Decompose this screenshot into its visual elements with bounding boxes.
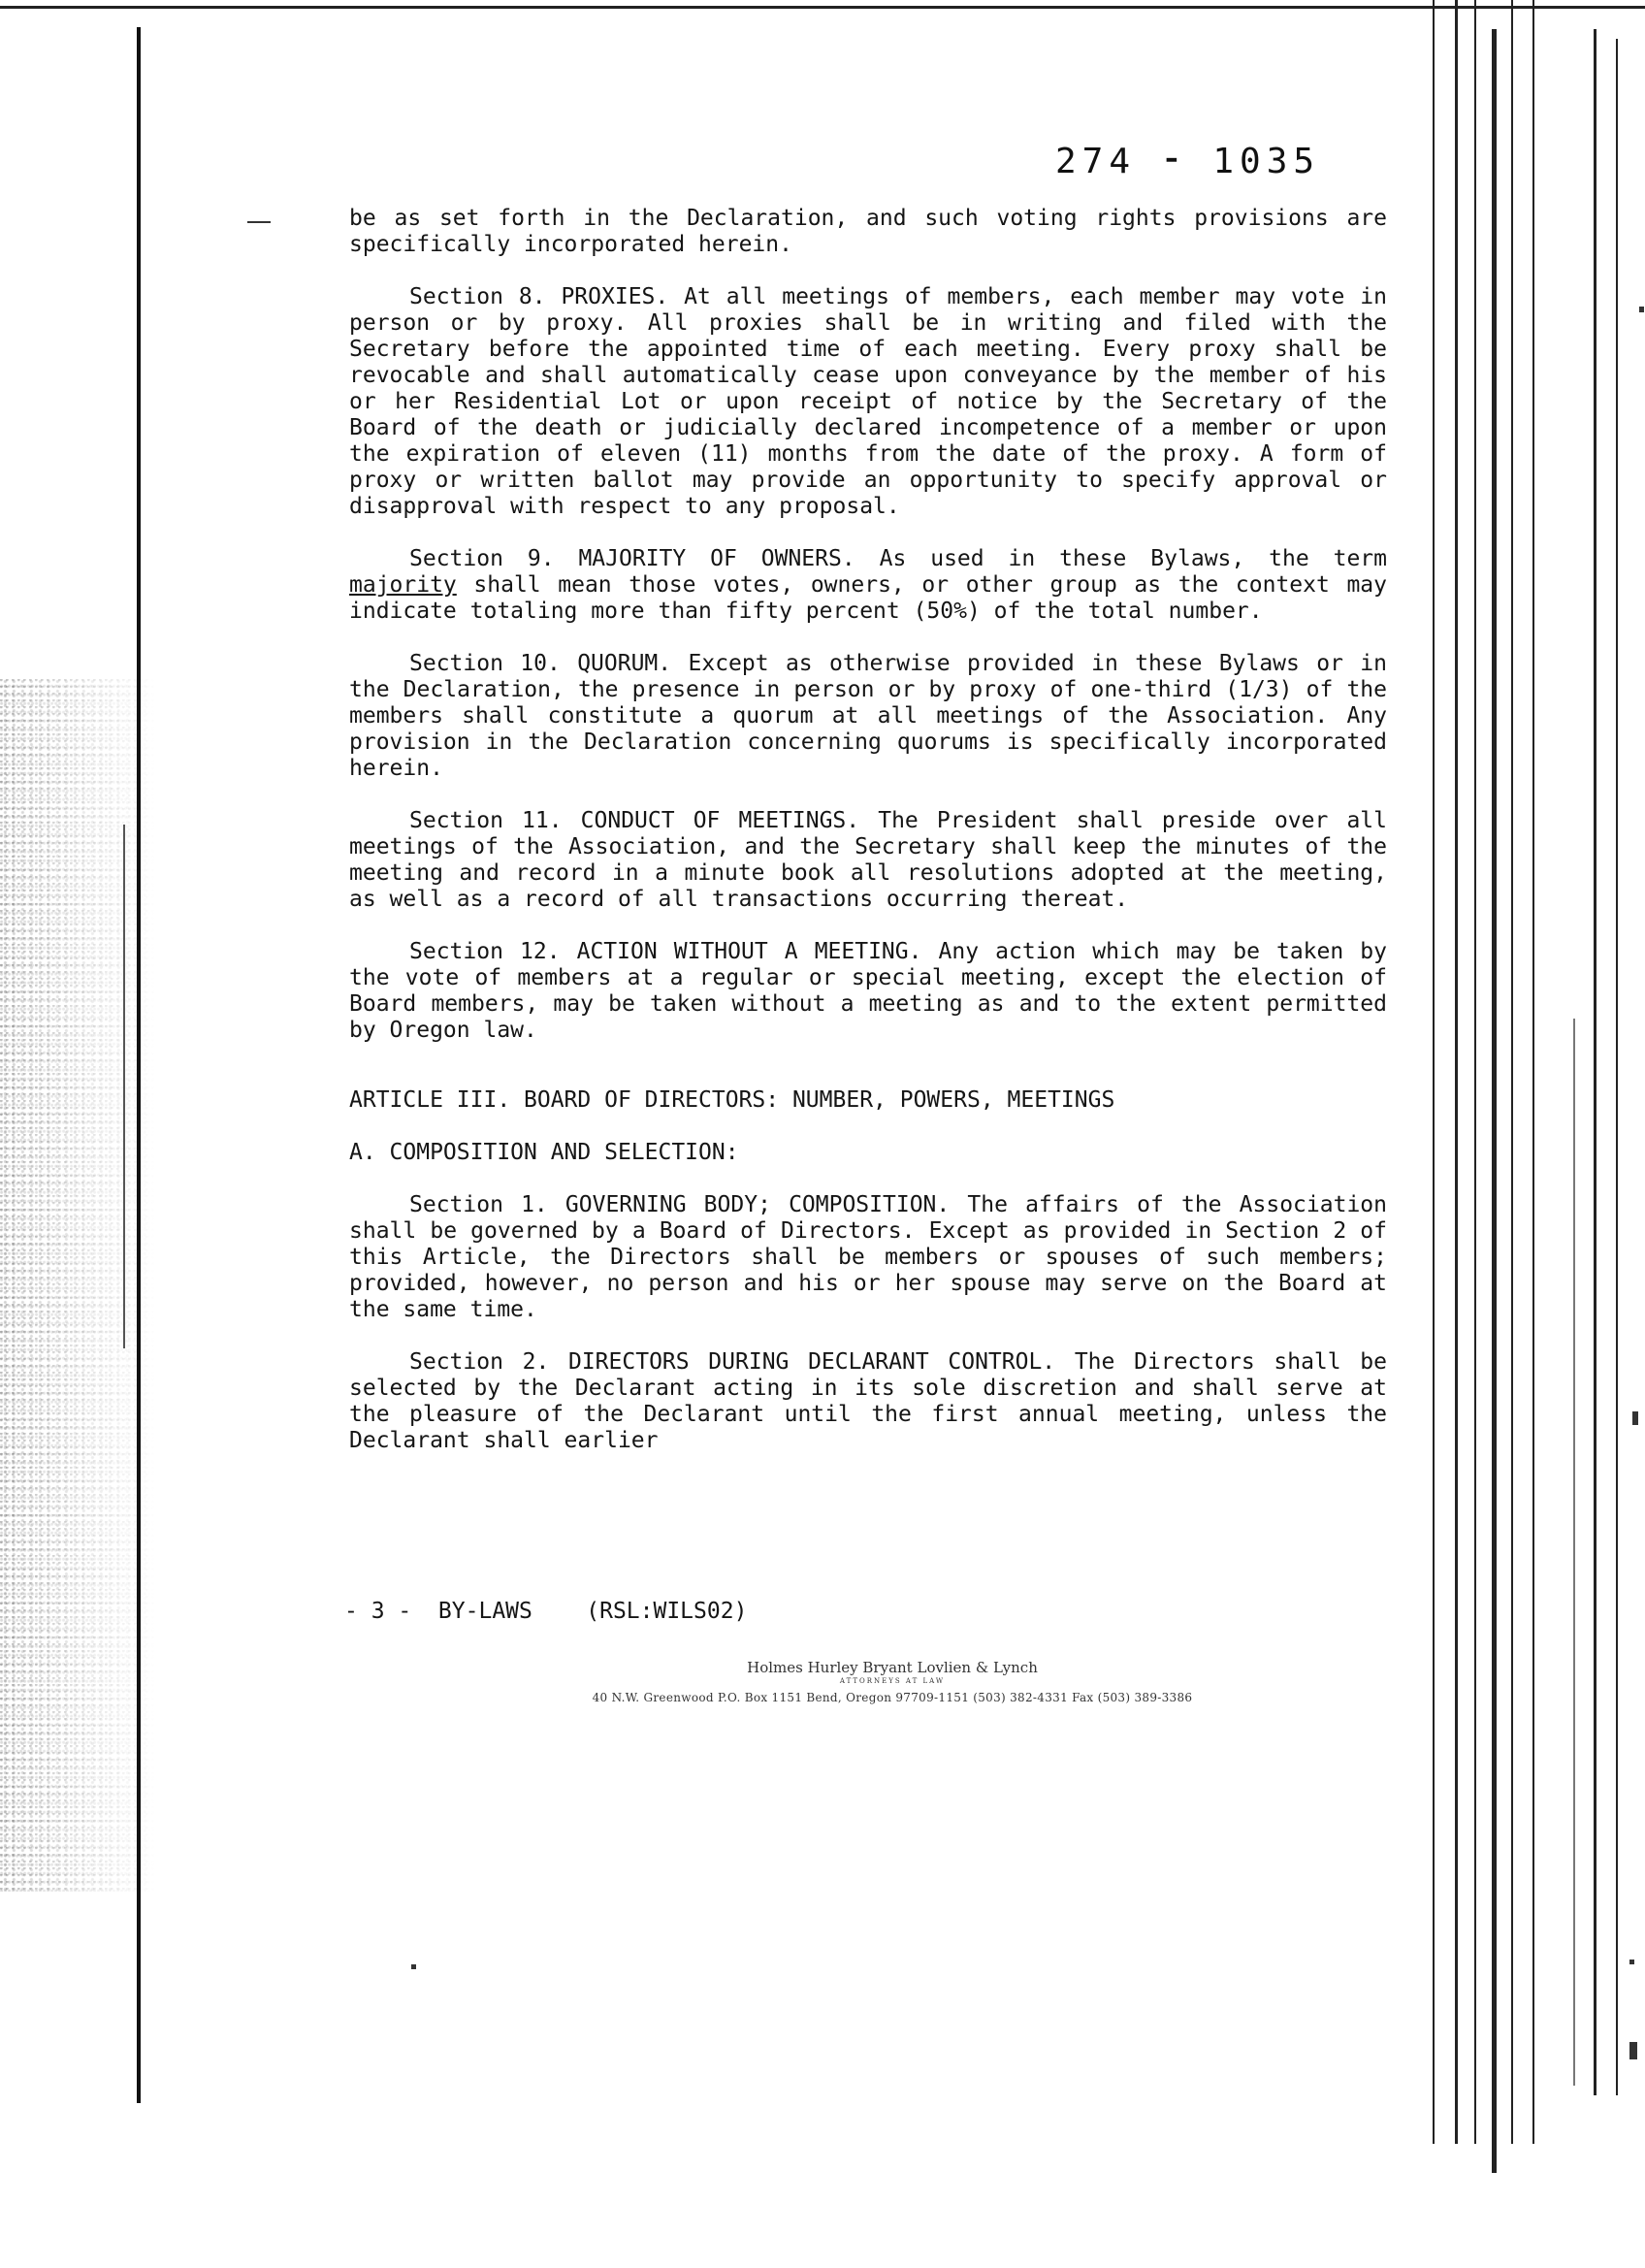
scan-right-line [1511,0,1513,2144]
footer-label: - 3 - BY-LAWS (RSL:WILS02) [344,1599,748,1624]
text-run: shall mean those votes, owners, or other group as the context may indicate totaling more than fifty percent (50%) of the total number. [349,572,1387,624]
scan-right-line [1532,0,1534,2144]
scan-top-border [0,6,1645,9]
firm-subtitle: ATTORNEYS AT LAW [839,1677,946,1685]
paragraph-section-10: Section 10. QUORUM. Except as otherwise provided in these Bylaws or in the Declaration, the presence in person or by proxy of one-third (1/3) of the members shall constitute a quorum at all meetings of the Association. Any provision in the Declaration concerning quorums is specifically incorporated herein. [349,651,1387,781]
scan-right-line [1573,1019,1575,2086]
firm-name: Holmes Hurley Bryant Lovlien & Lynch [747,1659,1038,1676]
scan-speck [1632,1411,1638,1425]
scan-right-line [1594,29,1597,2095]
paragraph-article-section-1: Section 1. GOVERNING BODY; COMPOSITION. The affairs of the Association shall be governed by a Board of Directors. Except as provided in Section 2 of this Article, the Directors shall be members or spouses of such members; provided, however, no person and his or her spouse may serve on the Board at the same time. [349,1192,1387,1322]
firm-address: 40 N.W. Greenwood P.O. Box 1151 Bend, Oregon 97709-1151 (503) 382-4331 Fax (503) 389-3386 [592,1691,1193,1704]
paragraph-article-section-2: Section 2. DIRECTORS DURING DECLARANT CONTROL. The Directors shall be selected by the Declarant acting in its sole discretion and shall serve at the pleasure of the Declarant until the first annual meeting, unless the Declarant shall earlier [349,1349,1387,1453]
article-heading: ARTICLE III. BOARD OF DIRECTORS: NUMBER, POWERS, MEETINGS [349,1087,1115,1113]
scan-right-line [1474,0,1476,2144]
paragraph-section-11: Section 11. CONDUCT OF MEETINGS. The President shall preside over all meetings of the Association, and the Secretary shall keep the minutes of the meeting and record in a minute book all resolutions adopted at the meeting, as well as a record of all transactions occurring thereat. [349,808,1387,912]
document-body [349,206,1387,1480]
underlined-term: majority [349,572,457,598]
paragraph-section-12: Section 12. ACTION WITHOUT A MEETING. Any action which may be taken by the vote of members at a regular or special meeting, except the election of Board members, may be taken without a meeting as and to the extent permitted by Oregon law. [349,939,1387,1043]
scan-speck [1629,1960,1634,1964]
scan-speck [411,1964,416,1969]
scan-speck [1629,2042,1637,2059]
scan-right-line [1433,0,1435,2144]
scan-speck [1639,307,1644,312]
paragraph-section-9 [349,546,1387,625]
scan-right-line [1616,39,1618,2095]
scan-left-margin-line [137,27,141,2103]
scan-left-margin-line-2 [123,825,125,1348]
paragraph-continued: be as set forth in the Declaration, and such voting rights provisions are specifically incorporated herein. [349,206,1387,257]
page-number: 274 ⁃ 1035 [1055,142,1321,181]
paragraph-section-8: Section 8. PROXIES. At all meetings of members, each member may vote in person or by proxy. All proxies shall be in writing and filed with the Secretary before the appointed time of each meeting. Every proxy shall be revocable and shall automatically cease upon conveyance by the member of his or her Residential Lot or upon receipt of notice by the Secretary of the Board of the death or judicially declared incompetence of a member or upon the expiration of eleven (11) months from the date of the proxy. A form of proxy or written ballot may provide an opportunity to specify approval or disapproval with respect to any proposal. [349,284,1387,519]
scan-right-line [1492,29,1497,2173]
scan-right-line [1455,0,1458,2144]
text-run: Section 9. MAJORITY OF OWNERS. As used in these Bylaws, the term [409,546,1387,571]
subheading: A. COMPOSITION AND SELECTION: [349,1140,739,1165]
scan-speck [247,221,271,223]
firm-letterhead [543,1659,1242,1704]
